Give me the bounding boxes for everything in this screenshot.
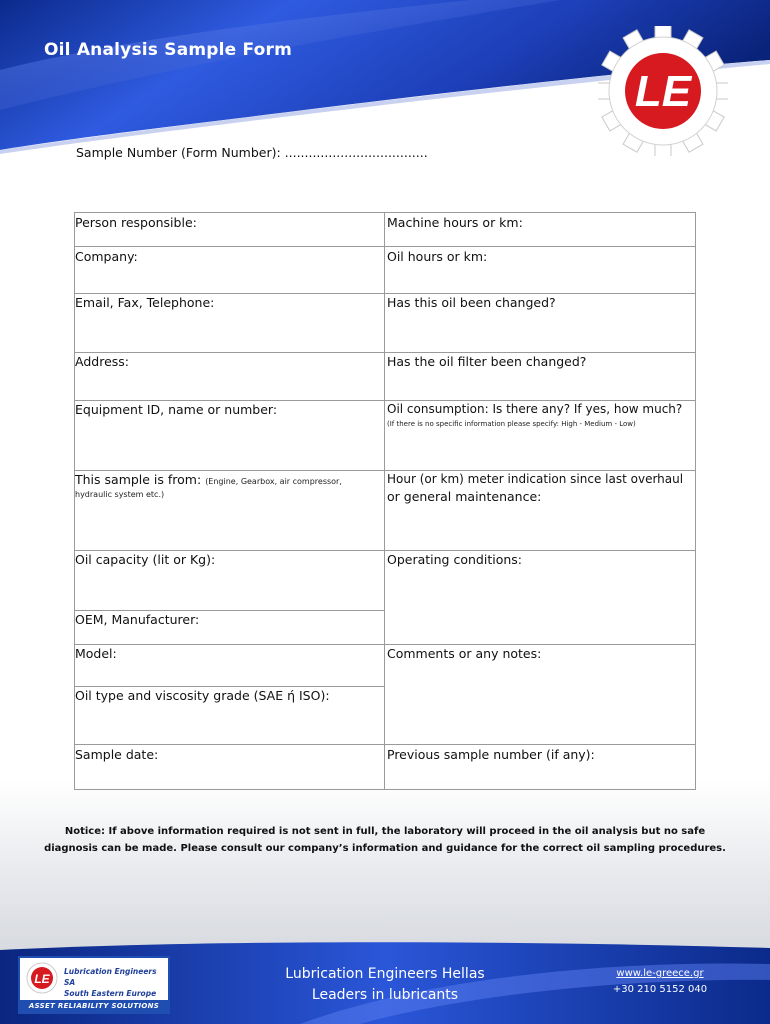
- svg-text:LE: LE: [34, 972, 50, 986]
- website-link[interactable]: www.le-greece.gr: [616, 968, 704, 979]
- oil-hours-field[interactable]: Oil hours or km:: [387, 249, 488, 264]
- row-line: [384, 744, 695, 745]
- sample-source-hint: (Engine, Gearbox, air compressor,: [205, 477, 342, 486]
- column-divider: [384, 213, 385, 789]
- footer-company-block: [250, 964, 520, 1006]
- row-line: [384, 352, 695, 353]
- row-line: [75, 686, 384, 687]
- sample-source-label: This sample is from:: [75, 472, 202, 487]
- row-line: [75, 550, 384, 551]
- badge-logo-icon: [26, 962, 58, 994]
- previous-sample-field[interactable]: Previous sample number (if any):: [387, 747, 595, 762]
- row-line: [384, 293, 695, 294]
- oil-consumption-hint: (If there is no specific information please specify: High - Medium - Low): [387, 420, 636, 428]
- operating-conditions-field[interactable]: Operating conditions:: [387, 552, 522, 567]
- row-line: [75, 352, 384, 353]
- row-line: [75, 470, 384, 471]
- address-field[interactable]: Address:: [75, 354, 129, 369]
- model-field[interactable]: Model:: [75, 646, 117, 661]
- contact-field[interactable]: Email, Fax, Telephone:: [75, 295, 215, 310]
- sample-source-field[interactable]: [75, 472, 342, 487]
- row-line: [384, 550, 695, 551]
- row-line: [75, 744, 384, 745]
- equipment-id-field[interactable]: Equipment ID, name or number:: [75, 402, 278, 417]
- row-line: [75, 610, 384, 611]
- sample-form-table: [74, 212, 696, 790]
- oil-changed-field[interactable]: Has this oil been changed?: [387, 295, 556, 310]
- row-line: [75, 246, 384, 247]
- notice-text: [40, 823, 730, 857]
- person-responsible-field[interactable]: Person responsible:: [75, 215, 197, 230]
- row-line: [75, 400, 384, 401]
- meter-indication-field[interactable]: Hour (or km) meter indication since last overhaul: [387, 472, 684, 486]
- sample-date-field[interactable]: Sample date:: [75, 747, 159, 762]
- oem-field[interactable]: OEM, Manufacturer:: [75, 612, 200, 627]
- badge-line-1: Lubrication Engineers SA: [64, 967, 157, 987]
- badge-line-2: South Eastern Europe: [64, 989, 157, 998]
- comments-field[interactable]: Comments or any notes:: [387, 646, 542, 661]
- footer-contact: [600, 966, 720, 998]
- le-gear-logo: [598, 26, 728, 156]
- oil-type-field[interactable]: Oil type and viscosity grade (SAE ή ISO):: [75, 688, 330, 703]
- row-line: [384, 400, 695, 401]
- row-line: [384, 470, 695, 471]
- footer-company-name: Lubrication Engineers Hellas: [285, 966, 485, 982]
- oil-consumption-field[interactable]: Oil consumption: Is there any? If yes, how much?: [387, 402, 683, 416]
- footer-tagline: Leaders in lubricants: [311, 987, 459, 1003]
- badge-tagline: ASSET RELIABILITY SOLUTIONS: [20, 1000, 168, 1012]
- sample-source-hint-2: hydraulic system etc.): [75, 490, 165, 499]
- machine-hours-field[interactable]: Machine hours or km:: [387, 215, 523, 230]
- badge-company-name: [64, 966, 168, 999]
- row-line: [75, 644, 384, 645]
- sample-number-field[interactable]: Sample Number (Form Number): ....................................: [76, 145, 428, 160]
- company-field[interactable]: Company:: [75, 249, 138, 264]
- notice-line-1: Notice: If above information required is not sent in full, the laboratory will proceed in the oil analysis but no safe: [64, 826, 706, 837]
- form-title: Oil Analysis Sample Form: [44, 40, 293, 60]
- filter-changed-field[interactable]: Has the oil filter been changed?: [387, 354, 587, 369]
- oil-capacity-field[interactable]: Oil capacity (lit or Kg):: [75, 552, 216, 567]
- row-line: [384, 644, 695, 645]
- row-line: [75, 293, 384, 294]
- phone-number: +30 210 5152 040: [612, 984, 708, 995]
- footer: [0, 940, 770, 1024]
- logo-letters: LE: [634, 67, 692, 116]
- notice-line-2: diagnosis can be made. Please consult our company’s information and guidance for the correct oil sampling procedures.: [44, 843, 726, 854]
- company-badge: [18, 956, 170, 1014]
- meter-indication-line-2: or general maintenance:: [387, 489, 542, 504]
- row-line: [384, 246, 695, 247]
